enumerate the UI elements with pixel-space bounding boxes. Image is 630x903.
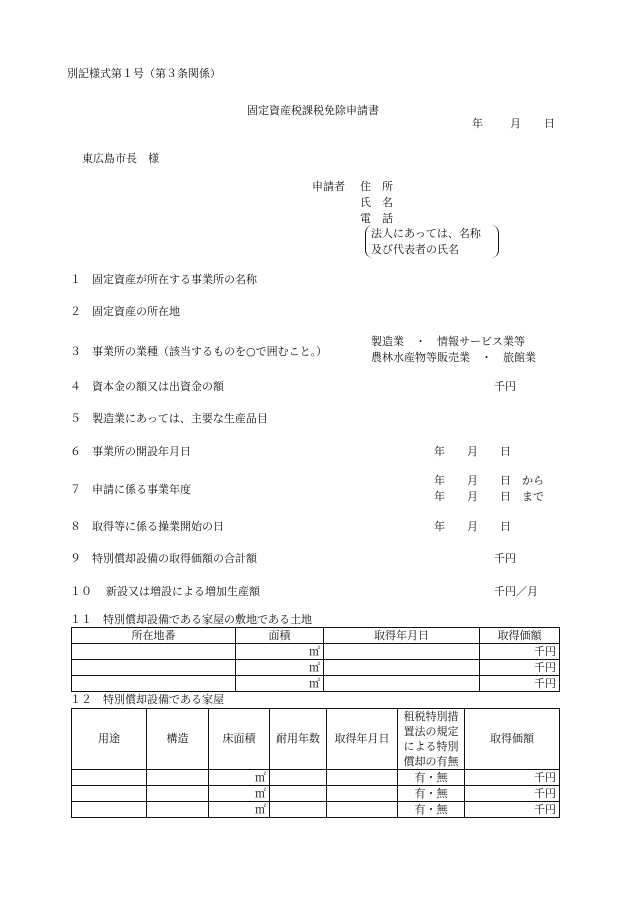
table-row (72, 802, 560, 818)
item-10-label: 新設又は増設による増加生産額 (106, 585, 260, 598)
land-cell-lot[interactable] (72, 676, 236, 692)
item-6-number: ６ (70, 445, 81, 458)
building-cell-date[interactable] (327, 802, 398, 818)
item-4-unit: 千円 (494, 380, 516, 393)
land-cell-date[interactable] (324, 676, 480, 692)
item-8-label: 取得等に係る操業開始の日 (92, 520, 224, 533)
land-cell-price[interactable]: 千円 (480, 660, 560, 676)
land-table-title: １１ 特別償却設備である家屋の敷地である土地 (70, 613, 312, 626)
item-10-unit: 千円／月 (494, 585, 538, 598)
table-row (72, 676, 560, 692)
item-5-label: 製造業にあっては、主要な生産品目 (92, 412, 268, 425)
land-table-header-row (72, 628, 560, 644)
building-cell-special[interactable]: 有・無 (398, 802, 465, 818)
building-cell-price[interactable]: 千円 (465, 786, 560, 802)
item-7-from: 年 月 日 から (434, 474, 544, 487)
applicant-label: 申請者 (312, 180, 345, 193)
building-cell-useful-life[interactable] (270, 770, 327, 786)
item-6-label: 事業所の開設年月日 (92, 445, 191, 458)
item-3-options-line2: 農林水産物等販売業 ・ 旅館業 (371, 351, 536, 364)
item-9-number: ９ (70, 552, 81, 565)
building-header-floor-area: 床面積 (209, 709, 270, 770)
item-7-label: 申請に係る事業年度 (92, 483, 191, 496)
building-cell-special[interactable]: 有・無 (398, 786, 465, 802)
item-3-label: 事業所の業種（該当するものを○で囲むこと。） (92, 345, 328, 358)
table-row (72, 660, 560, 676)
item-3-options-line1: 製造業 ・ 情報サービス業等 (371, 335, 525, 348)
land-header-area: 面積 (236, 628, 324, 644)
land-table (71, 627, 560, 692)
building-cell-price[interactable]: 千円 (465, 770, 560, 786)
table-row (72, 770, 560, 786)
item-1-number: １ (70, 273, 81, 286)
building-cell-use[interactable] (72, 770, 147, 786)
date-year: 年 (472, 117, 483, 130)
corp-note-line2: 及び代表者の氏名 (371, 243, 459, 256)
item-8-number: ８ (70, 520, 81, 533)
land-cell-area[interactable]: ㎡ (236, 644, 324, 660)
building-header-date: 取得年月日 (327, 709, 398, 770)
date-month: 月 (510, 117, 521, 130)
item-9-label: 特別償却設備の取得価額の合計額 (92, 552, 257, 565)
building-cell-useful-life[interactable] (270, 786, 327, 802)
table-row (72, 644, 560, 660)
addressee: 東広島市長 様 (82, 152, 159, 165)
item-10-number: １０ (70, 585, 92, 598)
land-cell-area[interactable]: ㎡ (236, 676, 324, 692)
item-7-number: ７ (70, 483, 81, 496)
building-cell-use[interactable] (72, 802, 147, 818)
land-cell-date[interactable] (324, 660, 480, 676)
land-header-lot: 所在地番 (72, 628, 236, 644)
building-header-use: 用途 (72, 709, 147, 770)
building-header-useful-life: 耐用年数 (270, 709, 327, 770)
table-row (72, 786, 560, 802)
document-title: 固定資産税課税免除申請書 (247, 104, 379, 117)
item-7-to: 年 月 日 まで (434, 490, 544, 503)
land-cell-lot[interactable] (72, 644, 236, 660)
building-cell-floor-area[interactable]: ㎡ (209, 802, 270, 818)
building-cell-structure[interactable] (147, 770, 209, 786)
building-cell-use[interactable] (72, 786, 147, 802)
item-2-label: 固定資産の所在地 (92, 305, 180, 318)
item-1-label: 固定資産が所在する事業所の名称 (92, 273, 257, 286)
building-table-header-row (72, 709, 560, 770)
item-3-number: ３ (70, 345, 81, 358)
applicant-name-label: 氏 名 (360, 196, 393, 209)
building-cell-floor-area[interactable]: ㎡ (209, 786, 270, 802)
building-cell-special[interactable]: 有・無 (398, 770, 465, 786)
item-5-number: ５ (70, 412, 81, 425)
building-cell-date[interactable] (327, 770, 398, 786)
building-cell-structure[interactable] (147, 786, 209, 802)
building-header-price: 取得価額 (465, 709, 560, 770)
item-6-date: 年 月 日 (434, 445, 511, 458)
building-header-structure: 構造 (147, 709, 209, 770)
building-cell-useful-life[interactable] (270, 802, 327, 818)
item-8-date: 年 月 日 (434, 520, 511, 533)
building-table-title: １２ 特別償却設備である家屋 (70, 693, 224, 706)
land-cell-date[interactable] (324, 644, 480, 660)
building-table (71, 708, 560, 818)
building-cell-floor-area[interactable]: ㎡ (209, 770, 270, 786)
item-9-unit: 千円 (494, 552, 516, 565)
building-cell-date[interactable] (327, 786, 398, 802)
item-2-number: ２ (70, 305, 81, 318)
form-number: 別記様式第１号（第３条関係） (67, 67, 221, 80)
land-header-price: 取得価額 (480, 628, 560, 644)
date-day: 日 (544, 117, 555, 130)
corp-note-line1: 法人にあっては、名称 (371, 227, 481, 240)
applicant-address-label: 住 所 (360, 180, 393, 193)
building-header-special-depreciation: 租税特別措置法の規定による特別償却の有無 (398, 709, 465, 770)
land-cell-price[interactable]: 千円 (480, 644, 560, 660)
building-cell-price[interactable]: 千円 (465, 802, 560, 818)
land-header-date: 取得年月日 (324, 628, 480, 644)
item-4-label: 資本金の額又は出資金の額 (92, 380, 224, 393)
land-cell-price[interactable]: 千円 (480, 676, 560, 692)
item-4-number: ４ (70, 380, 81, 393)
land-cell-area[interactable]: ㎡ (236, 660, 324, 676)
building-cell-structure[interactable] (147, 802, 209, 818)
applicant-phone-label: 電 話 (360, 212, 393, 225)
land-cell-lot[interactable] (72, 660, 236, 676)
